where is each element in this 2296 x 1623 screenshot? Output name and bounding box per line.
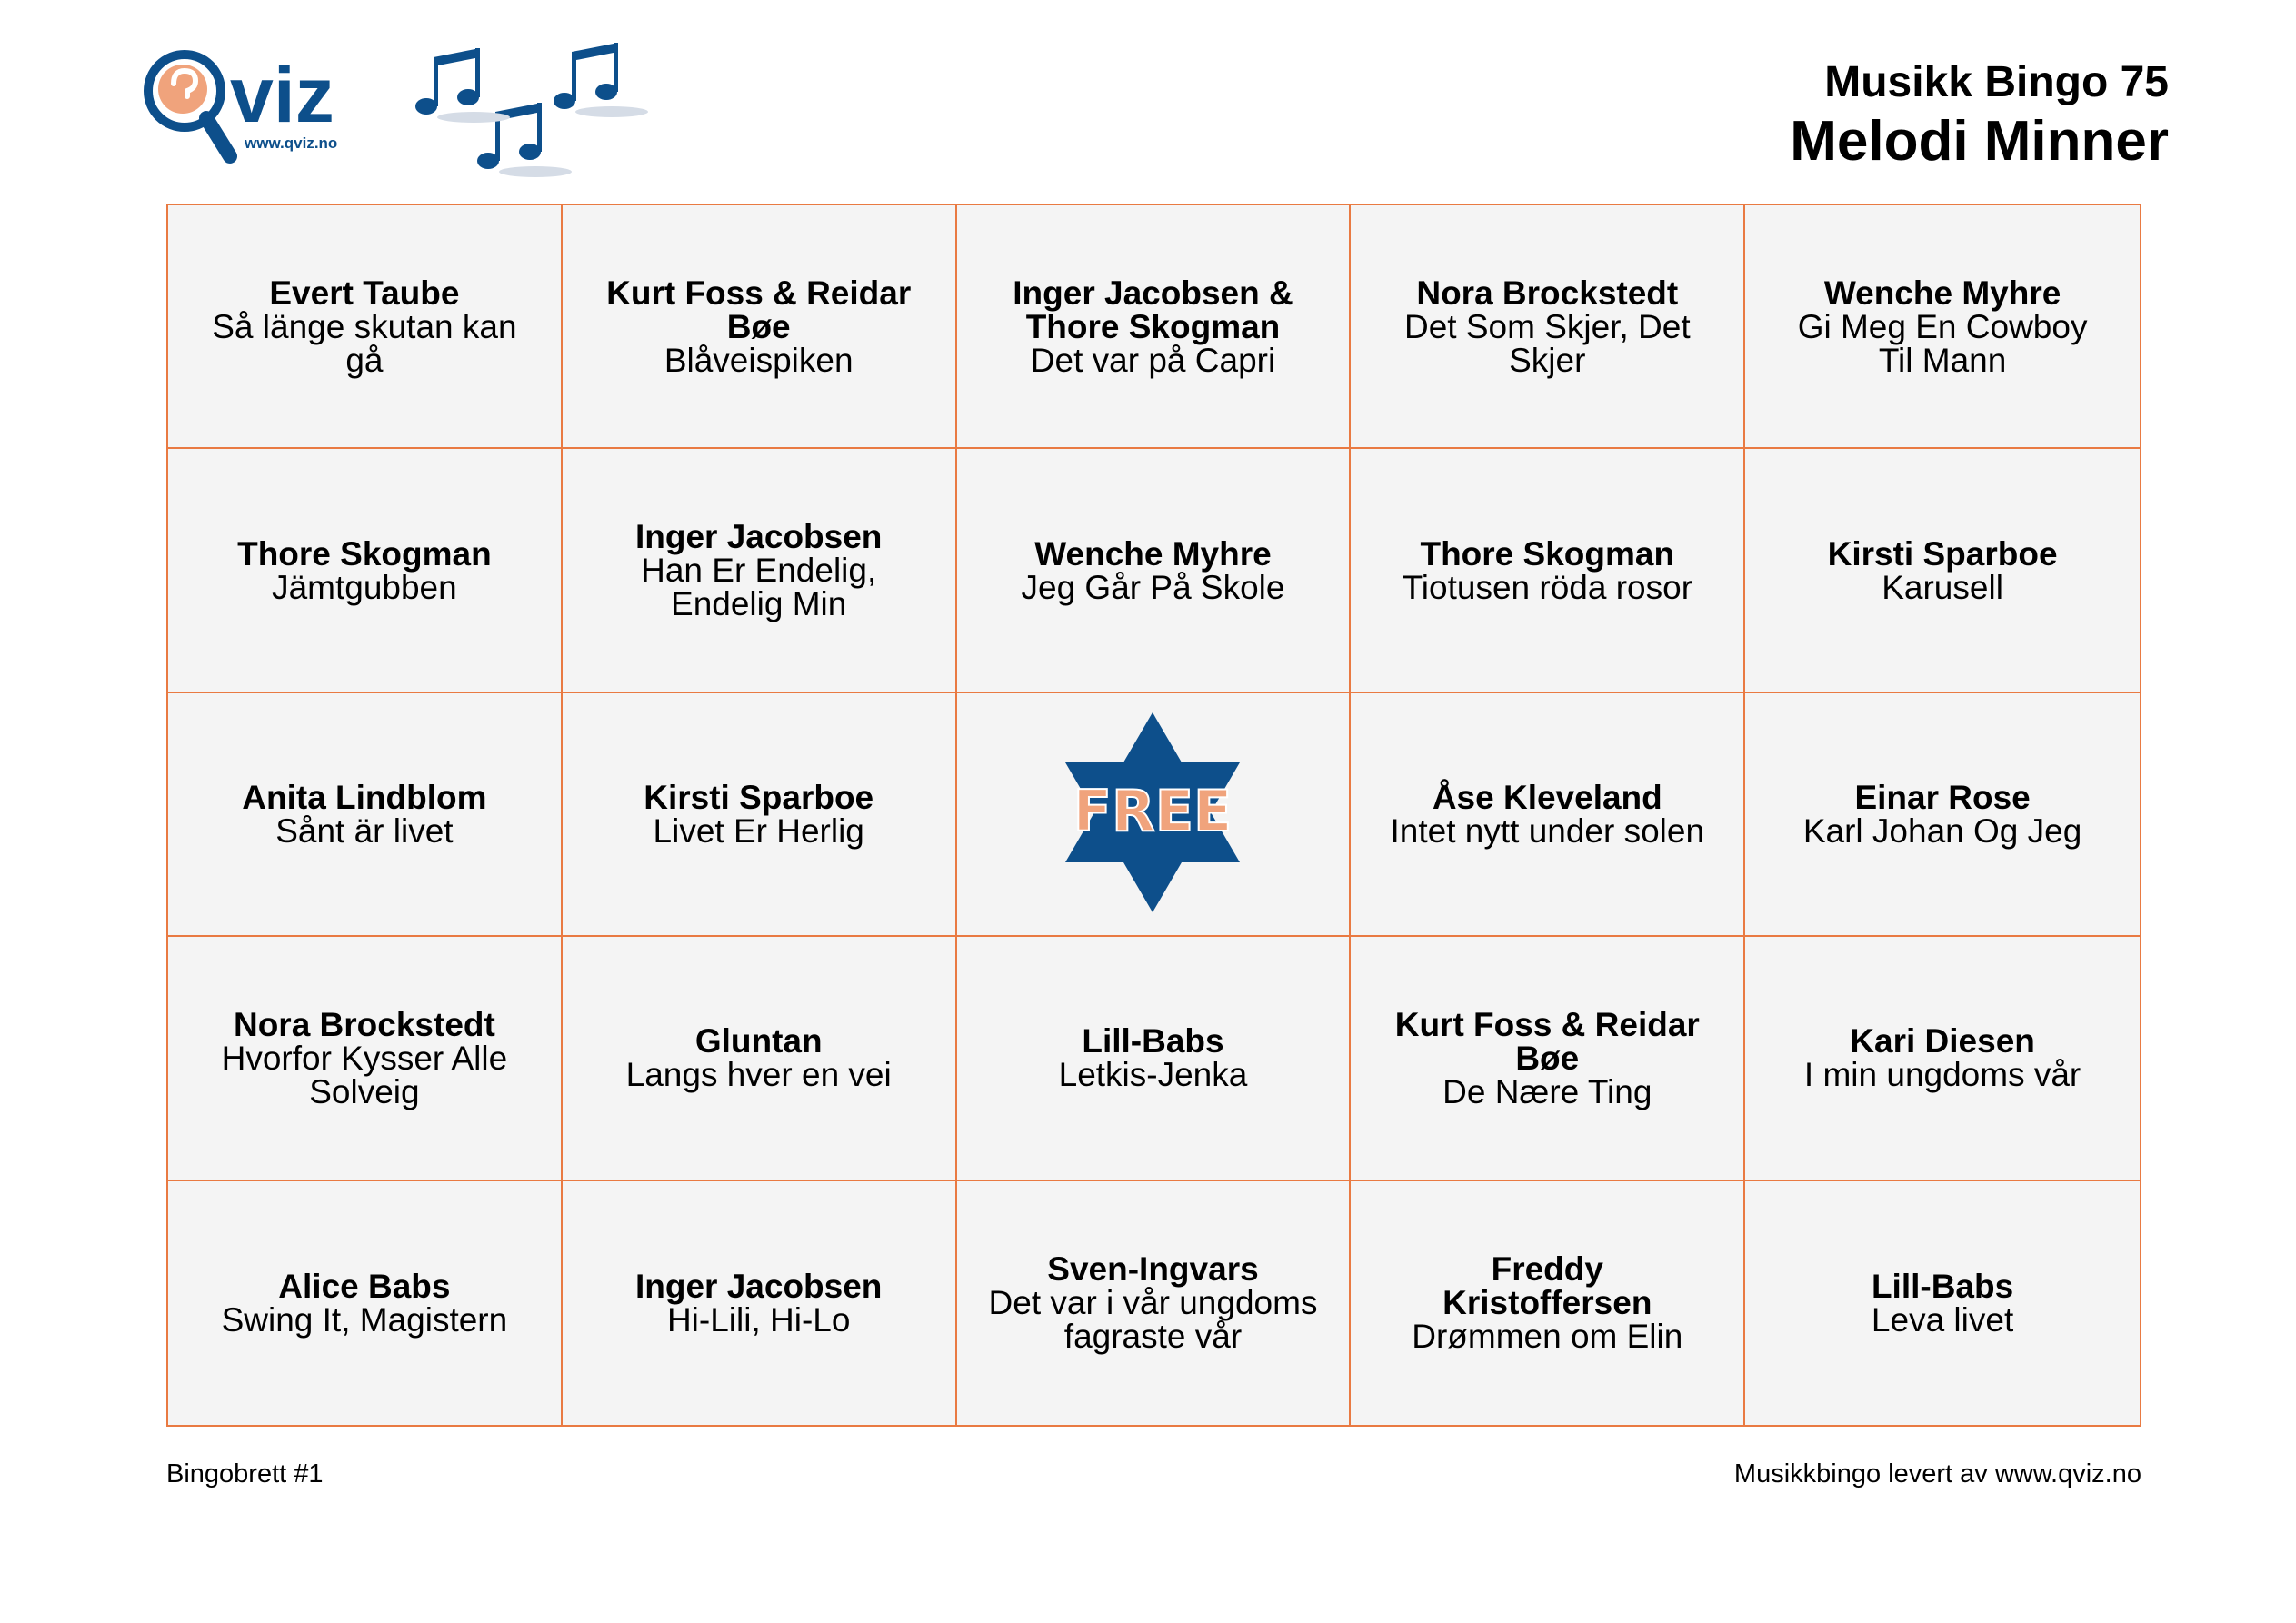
- artist-name: Kirsti Sparboe: [644, 778, 874, 816]
- free-star-icon: [1034, 705, 1271, 923]
- artist-name: Wenche Myhre: [1034, 534, 1272, 573]
- artist-name: Inger Jacobsen: [634, 1267, 883, 1305]
- board-number: Bingobrett #1: [166, 1459, 324, 1489]
- song-title: Jeg Går På Skole: [1021, 568, 1285, 606]
- song-title: Intet nytt under solen: [1390, 812, 1705, 850]
- song-title: Så länge skutan kan gå: [212, 307, 517, 379]
- bingo-cell: [1351, 693, 1745, 937]
- bingo-cell: [168, 693, 563, 937]
- bingo-cell: [563, 693, 957, 937]
- artist-name: Kurt Foss & Reidar Bøe: [1394, 1005, 1700, 1077]
- song-title: Gi Meg En Cowboy Til Mann: [1797, 307, 2088, 379]
- credit-text: Musikkbingo levert av www.qviz.no: [1733, 1459, 2141, 1489]
- song-title: Det Som Skjer, Det Skjer: [1403, 307, 1691, 379]
- artist-name: Einar Rose: [1854, 778, 2031, 816]
- artist-name: Lill-Babs: [1871, 1267, 2014, 1305]
- qviz-logo-graphic: [141, 44, 368, 180]
- bingo-cell: [563, 937, 957, 1180]
- music-notes-icon: [414, 41, 650, 186]
- bingo-cell: [957, 937, 1352, 1180]
- artist-name: Evert Taube: [269, 274, 460, 312]
- song-title: Drømmen om Elin: [1412, 1318, 1683, 1356]
- artist-name: Wenche Myhre: [1823, 274, 2061, 312]
- svg-text:viz: viz: [230, 52, 334, 139]
- bingo-cell: [1351, 205, 1745, 449]
- song-title: Leva livet: [1871, 1300, 2014, 1339]
- artist-name: Kari Diesen: [1850, 1022, 2035, 1060]
- song-title: Hvorfor Kysser Alle Solveig: [221, 1039, 508, 1110]
- artist-name: Kirsti Sparboe: [1827, 534, 2058, 573]
- bingo-cell: [1745, 449, 2140, 692]
- song-title: Karusell: [1882, 568, 2003, 606]
- bingo-cell: [563, 1181, 957, 1425]
- artist-name: Sven-Ingvars: [1047, 1250, 1259, 1289]
- bingo-cell: [168, 449, 563, 692]
- bingo-cell: [957, 1181, 1352, 1425]
- song-title: Letkis-Jenka: [1058, 1056, 1248, 1094]
- song-title: Sånt är livet: [275, 812, 454, 850]
- free-label: FREE: [1073, 777, 1233, 844]
- bingo-cell: [1745, 1181, 2140, 1425]
- song-title: Det var på Capri: [1030, 341, 1276, 379]
- bingo-cell: [1351, 1181, 1745, 1425]
- artist-name: Gluntan: [694, 1022, 823, 1060]
- artist-name: Nora Brockstedt: [233, 1005, 495, 1043]
- artist-name: Inger Jacobsen: [634, 518, 883, 556]
- bingo-cell: [1351, 449, 1745, 692]
- song-title: Det var i vår ungdoms fagraste vår: [988, 1284, 1318, 1356]
- bingo-cell: [1745, 693, 2140, 937]
- song-title: Blåveispiken: [664, 341, 854, 379]
- page-title: Melodi Minner: [1790, 110, 2169, 173]
- song-title: Livet Er Herlig: [653, 812, 864, 850]
- bingo-grid: [166, 204, 2141, 1427]
- artist-name: Nora Brockstedt: [1416, 274, 1679, 312]
- subtitle: Musikk Bingo 75: [1824, 58, 2169, 106]
- song-title: Han Er Endelig, Endelig Min: [641, 552, 877, 623]
- artist-name: Anita Lindblom: [242, 778, 487, 816]
- artist-name: Kurt Foss & Reidar Bøe: [606, 274, 912, 345]
- song-title: Tiotusen röda rosor: [1402, 568, 1693, 606]
- song-title: Swing It, Magistern: [221, 1300, 508, 1339]
- song-title: Jämtgubben: [272, 568, 457, 606]
- bingo-cell: [1745, 937, 2140, 1180]
- artist-name: Åse Kleveland: [1432, 778, 1662, 816]
- artist-name: Inger Jacobsen & Thore Skogman: [1013, 274, 1293, 345]
- song-title: Hi-Lili, Hi-Lo: [666, 1300, 851, 1339]
- bingo-cell: [168, 937, 563, 1180]
- bingo-cell: [563, 449, 957, 692]
- bingo-cell: [957, 205, 1352, 449]
- bingo-cell: [168, 1181, 563, 1425]
- song-title: Langs hver en vei: [625, 1056, 892, 1094]
- song-title: De Nære Ting: [1442, 1072, 1652, 1110]
- bingo-cell: [1745, 205, 2140, 449]
- artist-name: Lill-Babs: [1082, 1022, 1224, 1060]
- bingo-cell: [168, 205, 563, 449]
- artist-name: Thore Skogman: [1420, 534, 1675, 573]
- logo-url: www.qviz.no: [245, 134, 338, 152]
- bingo-cell: [1351, 937, 1745, 1180]
- bingo-cell: [563, 205, 957, 449]
- artist-name: Alice Babs: [278, 1267, 451, 1305]
- qviz-logo: [141, 44, 368, 180]
- song-title: I min ungdoms vår: [1803, 1056, 2081, 1094]
- header-title-block: [1790, 56, 2169, 174]
- artist-name: Thore Skogman: [237, 534, 492, 573]
- free-cell: [957, 693, 1352, 937]
- song-title: Karl Johan Og Jeg: [1802, 812, 2082, 850]
- bingo-cell: [957, 449, 1352, 692]
- artist-name: Freddy Kristoffersen: [1442, 1250, 1652, 1322]
